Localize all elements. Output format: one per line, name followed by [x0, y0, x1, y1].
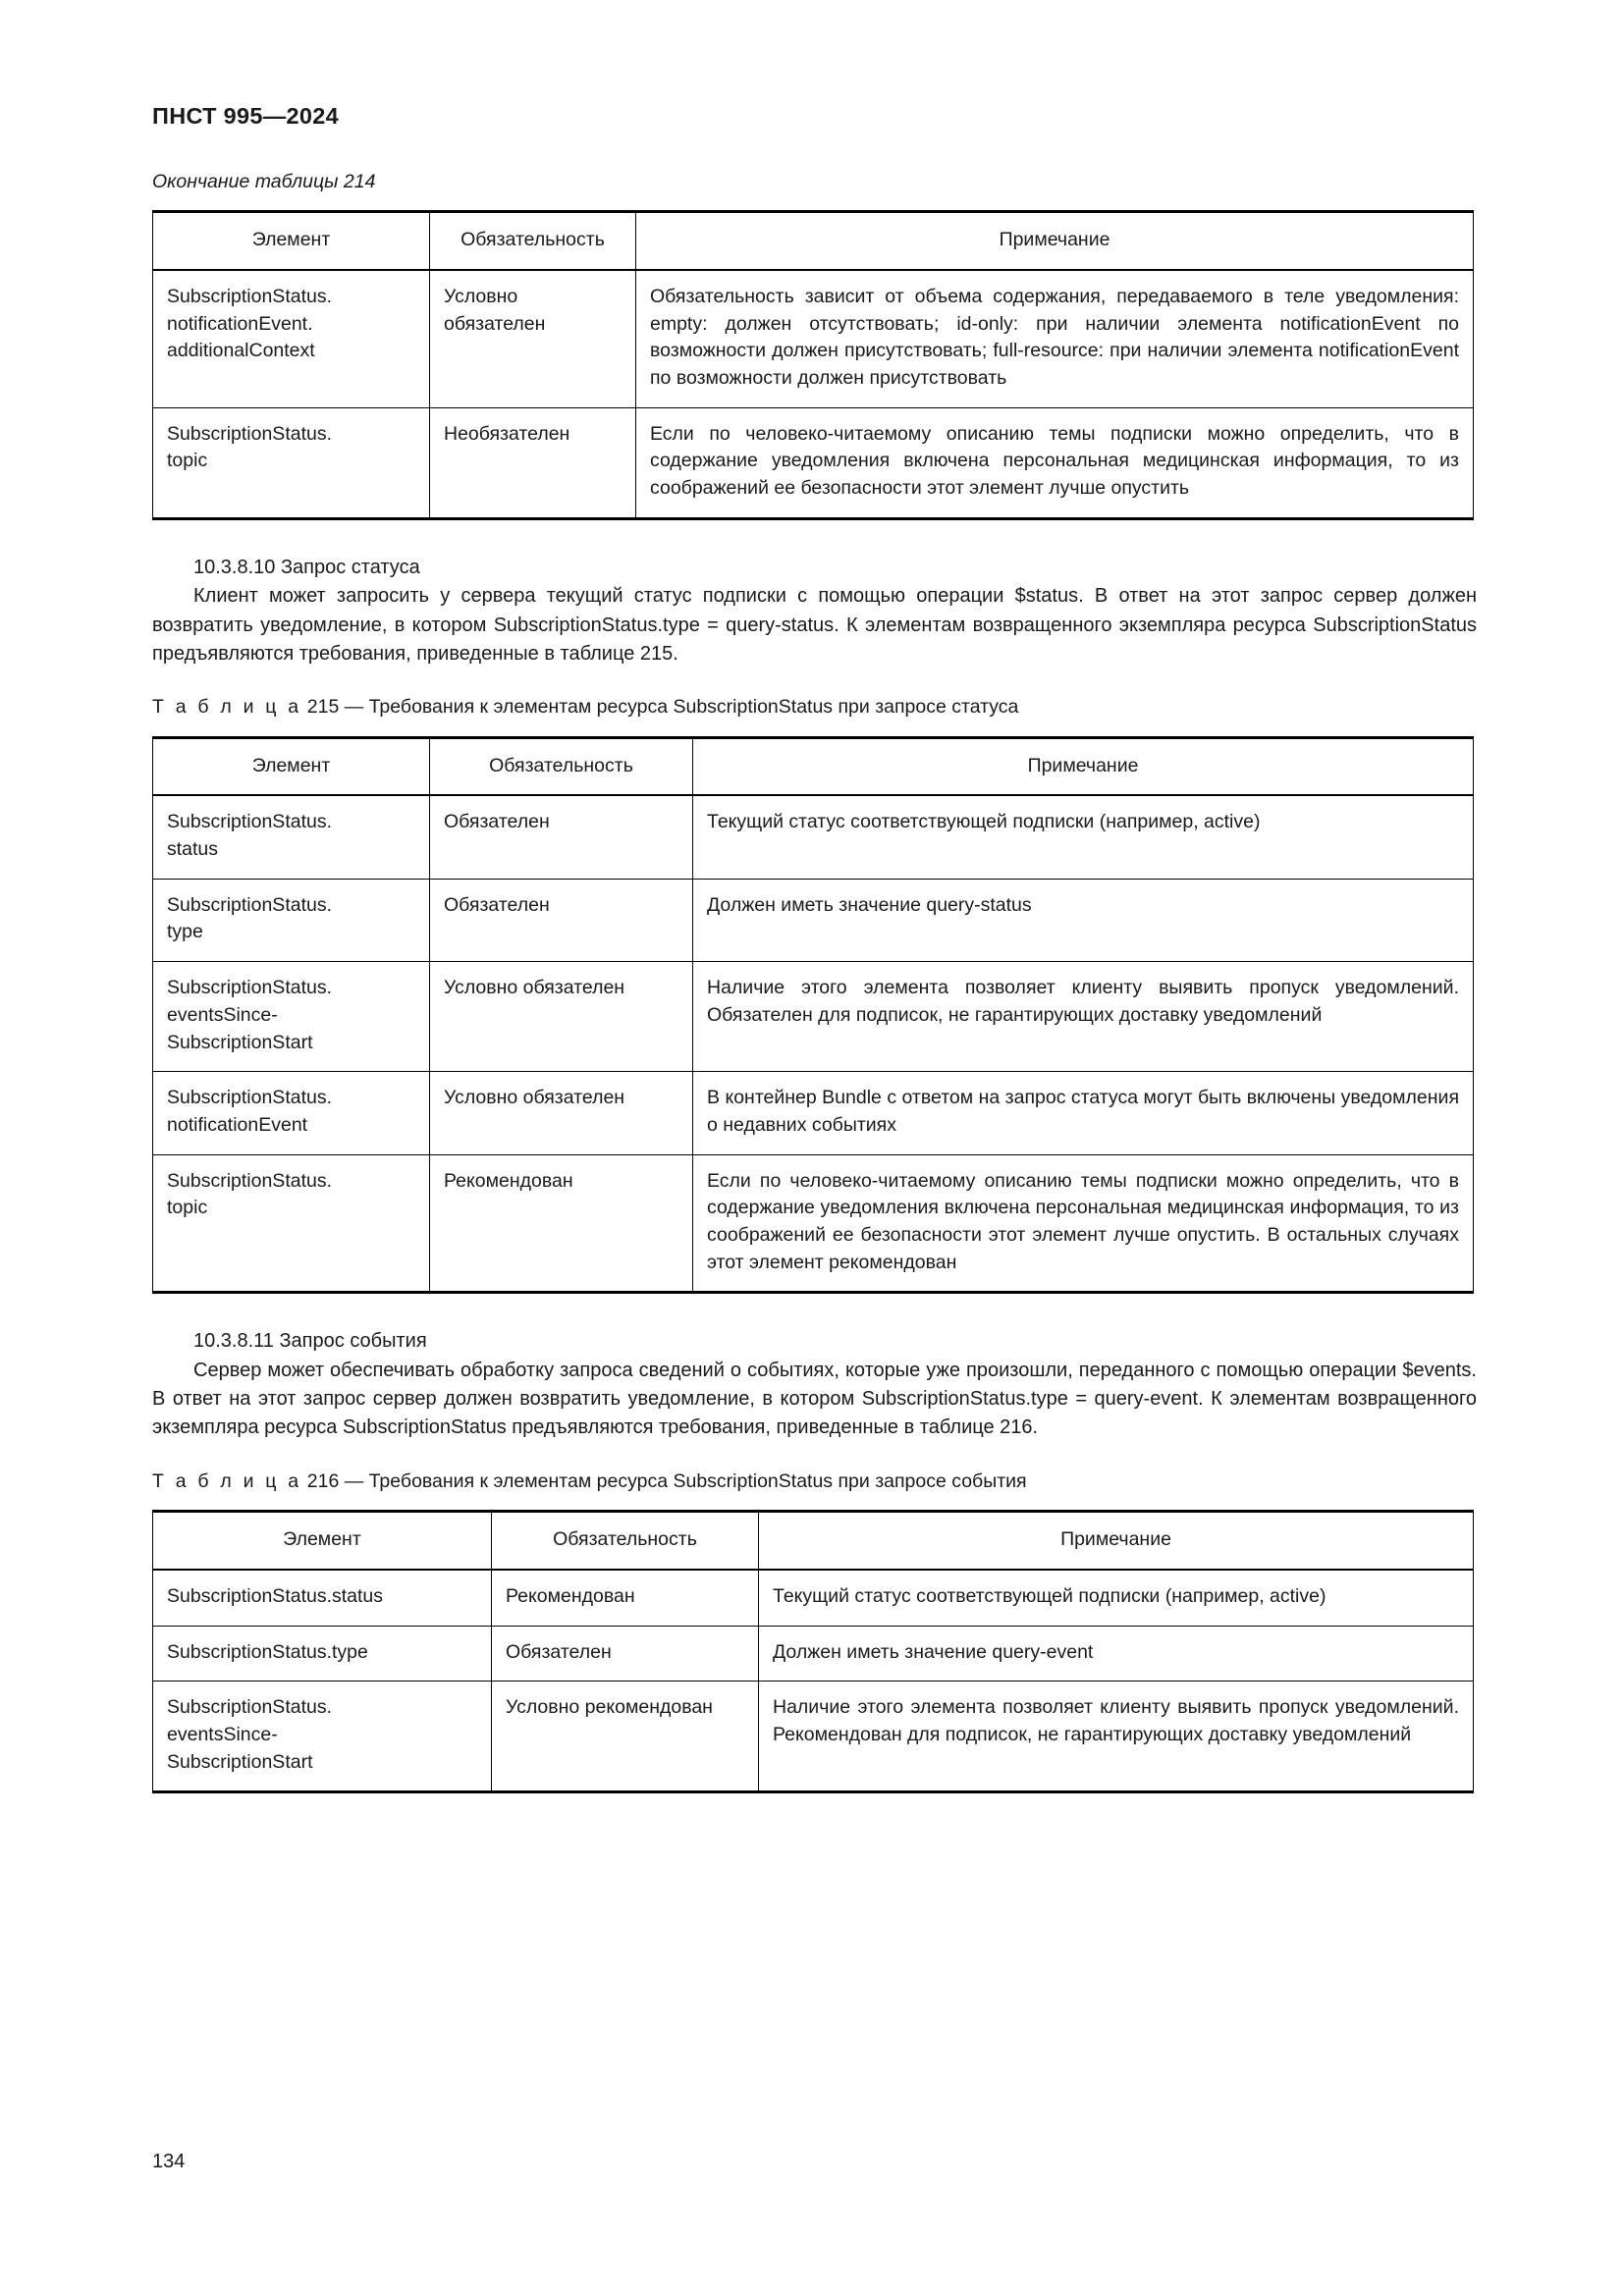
element-line: SubscriptionStatus. — [167, 893, 333, 916]
table-216 — [152, 1510, 1474, 1793]
cell-element — [153, 1072, 430, 1154]
column-header-element: Элемент — [153, 212, 430, 270]
element-line: SubscriptionStatus. — [167, 286, 333, 307]
element-line: SubscriptionStart — [167, 1031, 313, 1053]
cell-note: Должен иметь значение query-status — [693, 879, 1474, 961]
table-row — [153, 962, 1474, 1072]
element-line: topic — [167, 1197, 208, 1219]
table-caption-text: 216 — Требования к элементам ресурса SubscriptionStatus при запросе события — [306, 1469, 1027, 1492]
section-heading-10-3-8-11: 10.3.8.11 Запрос события — [193, 1330, 427, 1353]
cell-element — [153, 1682, 492, 1792]
element-line: additionalContext — [167, 340, 315, 362]
cell-note: В контейнер Bundle с ответом на запрос статуса могут быть включены уведомления о недавних событиях — [693, 1072, 1474, 1154]
cell-obligation: Обязателен — [492, 1626, 759, 1682]
cell-note: Наличие этого элемента позволяет клиенту выявить пропуск уведомлений. Обязателен для подписок, не гарантирующих доставку уведомлений — [693, 962, 1474, 1072]
cell-note: Текущий статус соответствующей подписки (например, active) — [759, 1570, 1474, 1626]
element-line: SubscriptionStatus. — [167, 1169, 333, 1192]
table-caption-label: Т а б л и ц а — [152, 696, 302, 719]
page-title: ПНСТ 995—2024 — [152, 103, 340, 129]
cell-obligation: Условно обязателен — [430, 962, 693, 1072]
table-row — [153, 407, 1474, 518]
element-line: type — [167, 921, 203, 943]
column-header-note: Примечание — [693, 737, 1474, 795]
table-caption-label: Т а б л и ц а — [152, 1469, 302, 1492]
cell-note: Текущий статус соответствующей подписки (например, active) — [693, 795, 1474, 879]
cell-note: Если по человеко-читаемому описанию темы подписки можно определить, что в содержание уведомления включена персональная медицинская информация, то из соображений ее безопасности этот элемент лучше опустить. В остальных случаях этот элемент рекомендован — [693, 1154, 1474, 1293]
table-row — [153, 1682, 1474, 1792]
column-header-note: Примечание — [759, 1512, 1474, 1570]
section-paragraph-10-3-8-10: Клиент может запросить у сервера текущий статус подписки с помощью операции $status. В ответ на этот запрос сервер должен возвратить уведомление, в котором SubscriptionStatus.type = query-status. К элементам возвращенного экземпляра ресурса SubscriptionStatus предъявляются требования, приведенные в таблице 215. — [152, 585, 1477, 665]
element-line: topic — [167, 450, 208, 472]
cell-obligation: Обязателен — [430, 879, 693, 961]
table-214-caption: Окончание таблицы 214 — [152, 171, 376, 192]
element-line: SubscriptionStatus. — [167, 977, 333, 999]
table-row — [153, 1154, 1474, 1293]
cell-obligation: Рекомендован — [492, 1570, 759, 1626]
table-header-row — [153, 212, 1474, 270]
cell-obligation: Условно обязателен — [430, 270, 636, 407]
column-header-obligation: Обязательность — [492, 1512, 759, 1570]
element-line: status — [167, 838, 219, 861]
table-header-row — [153, 1512, 1474, 1570]
table-214 — [152, 210, 1474, 520]
element-line: SubscriptionStatus. — [167, 1696, 333, 1719]
cell-element — [153, 795, 430, 879]
element-line: SubscriptionStart — [167, 1750, 313, 1773]
table-caption-text: 215 — Требования к элементам ресурса SubscriptionStatus при запросе статуса — [306, 696, 1019, 719]
column-header-obligation: Обязательность — [430, 737, 693, 795]
column-header-element: Элемент — [153, 737, 430, 795]
element-line: SubscriptionStatus. — [167, 811, 333, 833]
table-row — [153, 1570, 1474, 1626]
cell-element — [153, 270, 430, 407]
element-line: SubscriptionStatus.type — [167, 1640, 368, 1663]
element-line: SubscriptionStatus. — [167, 1087, 333, 1109]
element-line: SubscriptionStatus. — [167, 422, 333, 445]
cell-note: Наличие этого элемента позволяет клиенту выявить пропуск уведомлений. Рекомендован для подписок, не гарантирующих доставку уведомлений — [759, 1682, 1474, 1792]
cell-obligation: Рекомендован — [430, 1154, 693, 1293]
cell-note: Обязательность зависит от объема содержания, передаваемого в теле уведомления: empty: должен отсутствовать; id-only: при наличии элемента notificationEvent по возможности должен присутствовать; full-resource: при наличии элемента notificationEvent по возможности должен присутствовать — [636, 270, 1474, 407]
cell-element — [153, 879, 430, 961]
cell-note: Если по человеко-читаемому описанию темы подписки можно определить, что в содержание уведомления включена персональная медицинская информация, то из соображений ее безопасности этот элемент лучше опустить — [636, 407, 1474, 518]
column-header-element: Элемент — [153, 1512, 492, 1570]
element-line: eventsSince- — [167, 1723, 278, 1745]
table-row — [153, 1626, 1474, 1682]
cell-element — [153, 1626, 492, 1682]
cell-obligation: Необязателен — [430, 407, 636, 518]
cell-element — [153, 962, 430, 1072]
cell-obligation: Условно рекомендован — [492, 1682, 759, 1792]
element-line: SubscriptionStatus.status — [167, 1584, 384, 1607]
table-215-caption — [152, 694, 1477, 720]
element-line: eventsSince- — [167, 1003, 278, 1026]
column-header-note: Примечание — [636, 212, 1474, 270]
table-row — [153, 270, 1474, 407]
table-216-caption — [152, 1468, 1477, 1494]
table-row — [153, 879, 1474, 961]
element-line: notificationEvent. — [167, 312, 313, 335]
section-heading-10-3-8-10: 10.3.8.10 Запрос статуса — [193, 556, 420, 578]
element-line: notificationEvent — [167, 1113, 308, 1136]
page-number: 134 — [152, 2151, 186, 2172]
column-header-obligation: Обязательность — [430, 212, 636, 270]
cell-obligation: Условно обязателен — [430, 1072, 693, 1154]
section-paragraph-10-3-8-11: Сервер может обеспечивать обработку запроса сведений о событиях, которые уже произошли, переданного с помощью операции $events. В ответ на этот запрос сервер должен возвратить уведомление, в котором SubscriptionStatus.type = query-event. К элементам возвращенного экземпляра ресурса SubscriptionStatus предъявляются требования, приведенные в таблице 216. — [152, 1359, 1477, 1439]
table-row — [153, 1072, 1474, 1154]
table-215 — [152, 736, 1474, 1295]
cell-element — [153, 1154, 430, 1293]
cell-obligation: Обязателен — [430, 795, 693, 879]
cell-element — [153, 1570, 492, 1626]
table-header-row — [153, 737, 1474, 795]
cell-element — [153, 407, 430, 518]
cell-note: Должен иметь значение query-event — [759, 1626, 1474, 1682]
table-row — [153, 795, 1474, 879]
